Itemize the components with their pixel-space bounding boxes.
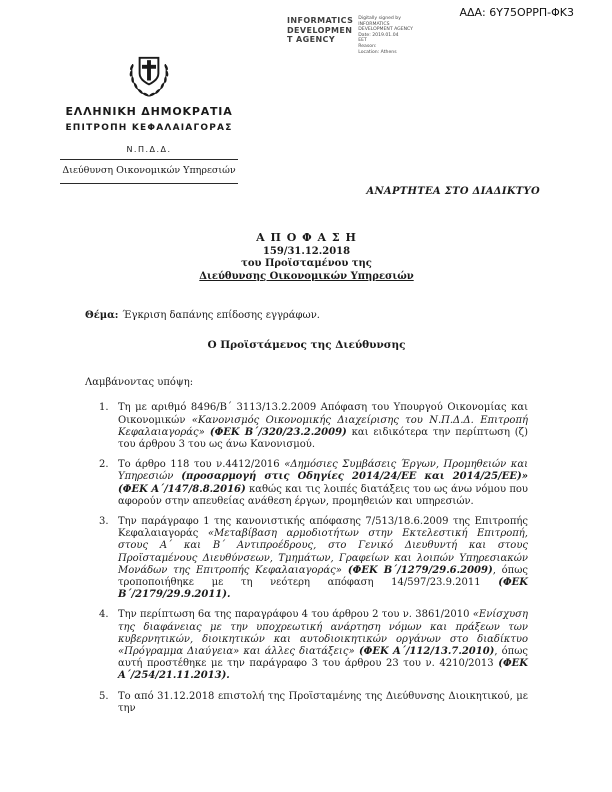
hellenic-republic-emblem-icon [124, 50, 174, 100]
stamp-text-line: INFORMATICS [358, 21, 390, 27]
digital-signature-stamp [287, 16, 443, 55]
consideration-item [85, 691, 528, 715]
consideration-text-segment: «Ενίσχυση της διαφάνειας με την υποχρεωτική ανάρτηση νόμων και πράξεων των κυβερνητικών, διοικητικών και αυτοδιοικητικών οργάνων στο διαδίκτυο «Πρόγραμμα Διαύγεια» και άλλες διατάξεις» [118, 609, 528, 658]
consideration-text-segment: «Μεταβίβαση αρμοδιοτήτων στην Εκτελεστική Επιτροπή, στους Α΄ και Β΄ Αντιπροέδρους, στο Γενικό Διευθυντή και στους Προϊσταμένους Διευθύνσεων, Τμημάτων, Γραφείων και λοιπών Υπηρεσιακών Μονάδων της Επιτροπής Κεφαλαιαγοράς» [118, 528, 528, 576]
stamp-text-line: Digitally signed by [358, 16, 401, 21]
issuer-heading: Ο Προϊστάμενος της Διεύθυνσης [207, 339, 406, 352]
decision-title-block [85, 232, 528, 283]
consideration-number: 5. [99, 690, 109, 702]
consideration-text-segment: «Κανονισμός Οικονομικής Διαχείρισης του Ν.Π.Δ.Δ. Επιτροπή Κεφαλαιαγοράς» [118, 414, 529, 438]
stamp-text-line: Location: Athens [358, 49, 397, 55]
signature-details [358, 16, 443, 55]
consideration-text-segment: Τη με αριθμό 8496/Β΄ 3113/13.2.2009 Απόφαση του Υπουργού Οικονομίας και Οικονομικών [118, 402, 528, 426]
letterhead-directorate: Διεύθυνση Οικονομικών Υπηρεσιών [62, 165, 236, 176]
letterhead-divider-top [60, 159, 238, 160]
consideration-text-segment: Την παράγραφο 1 της κανονιστικής απόφασης 7/513/18.6.2009 της Επιτροπής Κεφαλαιαγοράς [118, 516, 528, 540]
consideration-text-segment: (ΦΕΚ Β΄/1279/29.6.2009) [341, 564, 493, 576]
anartitea-note: ΑΝΑΡΤΗΤΕΑ ΣΤΟ ΔΙΑΔΙΚΤΥΟ [366, 186, 540, 197]
decision-issuer-line1: του Προϊσταμένου της [241, 258, 372, 270]
consideration-item [85, 402, 528, 451]
consideration-text-segment: , όπως αυτή προστέθηκε με την παράγραφο 3 του άρθρου 23 του ν. 4210/2013 [118, 646, 528, 670]
consideration-item [85, 459, 528, 508]
decision-number: 159/31.12.2018 [262, 246, 351, 258]
letterhead-divider-bottom [60, 183, 238, 184]
letterhead-authority: ΕΠΙΤΡΟΠΗ ΚΕΦΑΛΑΙΑΓΟΡΑΣ [65, 123, 233, 133]
document-body [85, 232, 528, 723]
stamp-text-line: T AGENCY [287, 35, 336, 44]
signature-agency-name [287, 16, 353, 45]
consideration-number: 3. [99, 516, 109, 528]
stamp-text-line: EET [358, 38, 367, 44]
preamble: Λαμβάνοντας υπόψη: [85, 377, 194, 389]
subject-label: Θέμα: [85, 309, 119, 321]
subject-line [85, 310, 528, 322]
consideration-text-segment: Το από 31.12.2018 επιστολή της Προϊσταμένης της Διεύθυνσης Διοικητικού, με την [118, 690, 528, 714]
consideration-text-segment: Το άρθρο 118 του ν.4412/2016 [118, 459, 285, 471]
consideration-number: 4. [99, 609, 109, 621]
consideration-number: 2. [99, 459, 109, 471]
consideration-text-segment: καθώς και τις λοιπές διατάξεις του ως άνω νόμου που αφορούν στην απευθείας ανάθεση έργων, προμηθειών και υπηρεσιών. [118, 483, 528, 507]
letterhead [60, 50, 238, 188]
consideration-number: 1. [99, 402, 109, 414]
decision-title: Α Π Ο Φ Α Σ Η [256, 231, 357, 244]
consideration-text-segment: (ΦΕΚ Α΄/254/21.11.2013). [118, 658, 528, 682]
considerations-list [85, 402, 528, 715]
consideration-text-segment: (ΦΕΚ Β΄/320/23.2.2009) [204, 426, 347, 438]
consideration-text-segment: (ΦΕΚ Α΄/112/13.7.2010) [354, 646, 495, 658]
consideration-item [85, 516, 528, 601]
consideration-text-segment: , όπως τροποποιήθηκε με τη νεότερη απόφαση 14/597/23.9.2011 [118, 564, 528, 589]
ada-code: ΑΔΑ: 6Y75ΟΡΡΠ-ΦΚ3 [459, 6, 574, 19]
consideration-text-segment: και ειδικότερα την περίπτωση (ζ) του άρθρου 3 του ως άνω Κανονισμού. [118, 426, 528, 451]
consideration-text-segment: (προσαρμογή στις Οδηγίες 2014/24/ΕΕ και 2014/25/ΕΕ)» (ΦΕΚ Α΄/147/8.8.2016) [118, 471, 528, 495]
consideration-item [85, 609, 528, 682]
stamp-text-line: INFORMATICS [287, 16, 354, 25]
stamp-text-line: Reason: [358, 43, 377, 49]
consideration-text-segment: Την περίπτωση 6α της παραγράφου 4 του άρθρου 2 του ν. 3861/2010 [118, 609, 473, 621]
stamp-text-line: DEVELOPMEN [287, 25, 353, 35]
decision-issuer-line2: Διεύθυνσης Οικονομικών Υπηρεσιών [199, 270, 414, 282]
stamp-text-line: DEVELOPMENT AGENCY [358, 27, 413, 33]
letterhead-country: ΕΛΛΗΝΙΚΗ ΔΗΜΟΚΡΑΤΙΑ [65, 105, 233, 118]
consideration-text-segment: «Δημόσιες Συμβάσεις Έργων, Προμηθειών και Υπηρεσιών [118, 459, 528, 483]
subject-text: Έγκριση δαπάνης επίδοσης εγγράφων. [122, 309, 320, 321]
stamp-text-line: Date: 2019.01.04 [358, 32, 399, 38]
consideration-text-segment: (ΦΕΚ Β΄/2179/29.9.2011). [118, 577, 528, 601]
letterhead-legal-form: Ν.Π.Δ.Δ. [126, 145, 172, 154]
